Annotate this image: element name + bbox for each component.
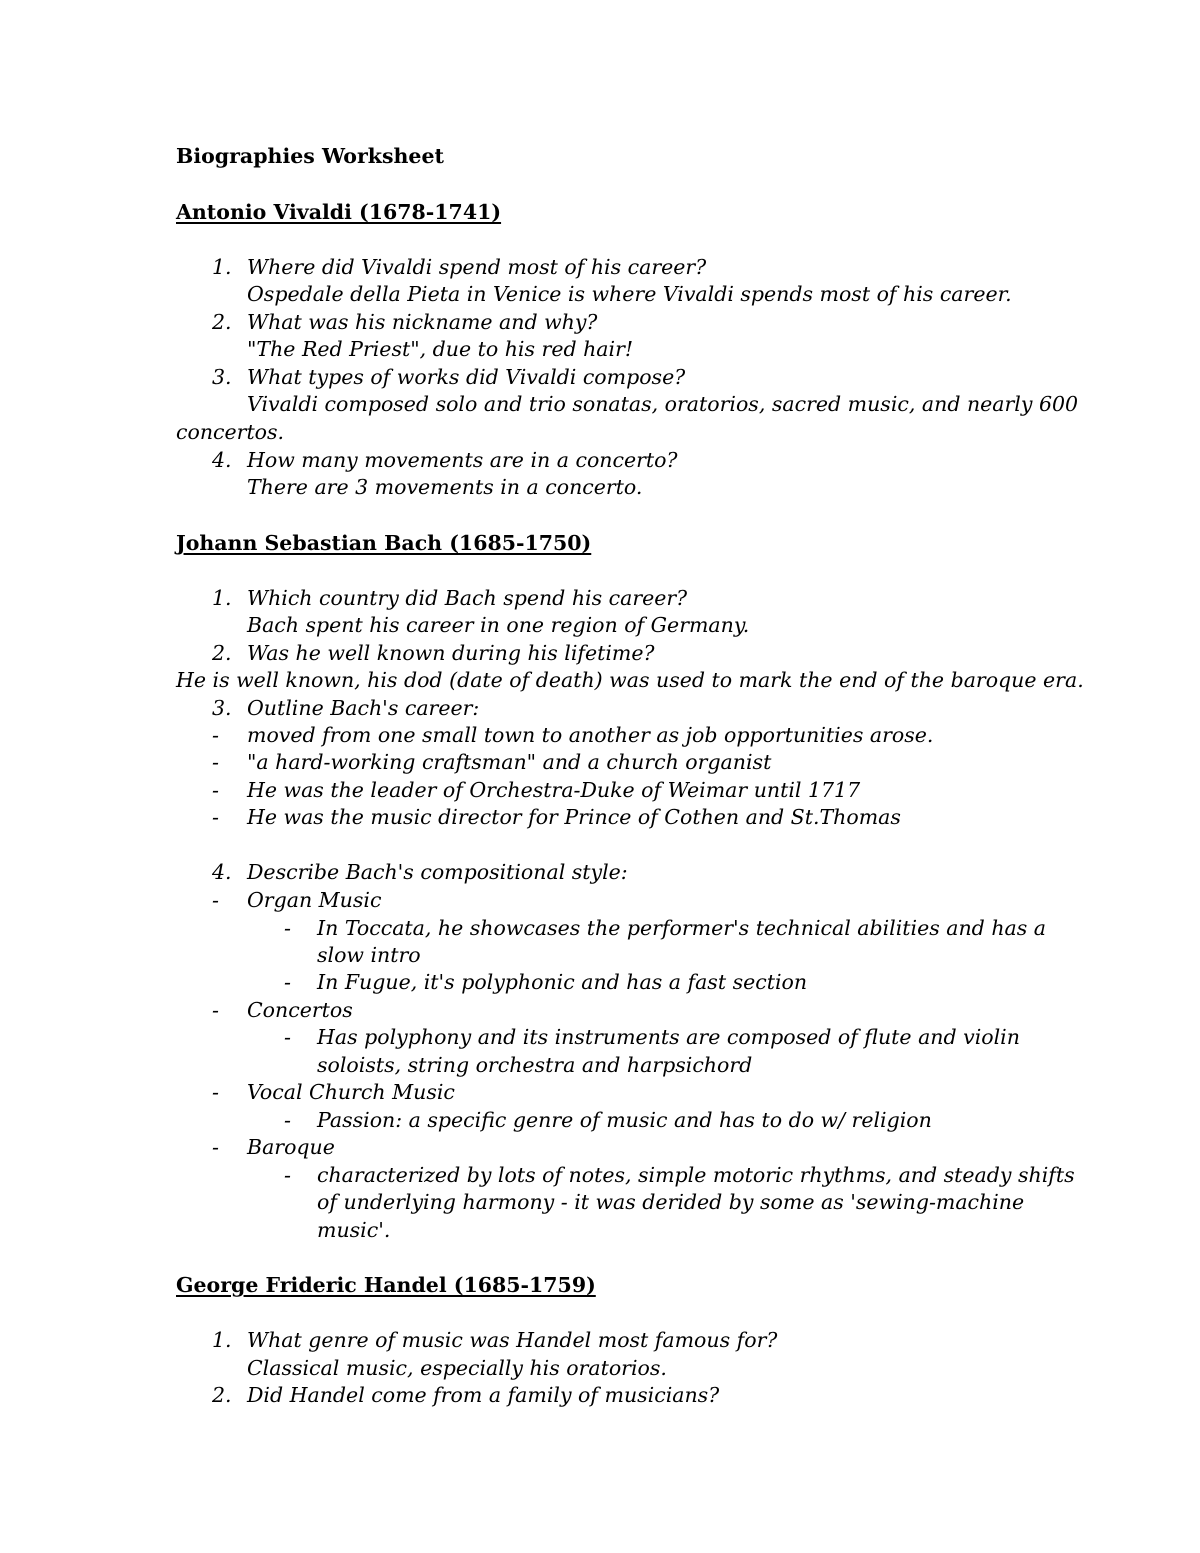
dash-bullet: -: [212, 998, 219, 1022]
list-item: He was the leader of Orchestra-Duke of Weimar until 1717: [247, 778, 861, 802]
list-number: 3.: [212, 696, 232, 720]
dash-bullet: -: [212, 750, 219, 774]
list-number: 2.: [212, 1383, 232, 1407]
dash-bullet: -: [284, 916, 291, 940]
question-text: What genre of music was Handel most famous for?: [247, 1328, 778, 1352]
list-item: "a hard-working craftsman" and a church organist: [247, 750, 772, 774]
section-heading-vivaldi: Antonio Vivaldi (1678-1741): [176, 200, 502, 224]
list-item: music'.: [317, 1218, 391, 1242]
list-item: Organ Music: [247, 888, 382, 912]
list-item: Baroque: [247, 1135, 335, 1159]
list-number: 1.: [212, 255, 232, 279]
list-item: characterized by lots of notes, simple motoric rhythms, and steady shifts: [317, 1163, 1075, 1187]
dash-bullet: -: [284, 1025, 291, 1049]
dash-bullet: -: [212, 1135, 219, 1159]
list-item: He was the music director for Prince of Cothen and St.Thomas: [247, 805, 901, 829]
answer-text: concertos.: [176, 420, 285, 444]
list-item: slow intro: [317, 943, 421, 967]
section-heading-bach: Johann Sebastian Bach (1685-1750): [176, 531, 592, 555]
list-number: 2.: [212, 641, 232, 665]
list-item: Has polyphony and its instruments are composed of flute and violin: [317, 1025, 1020, 1049]
answer-text: Classical music, especially his oratorios.: [247, 1356, 667, 1380]
page-title: Biographies Worksheet: [176, 144, 444, 168]
dash-bullet: -: [284, 1108, 291, 1132]
list-item: moved from one small town to another as job opportunities arose.: [247, 723, 934, 747]
list-number: 4.: [212, 860, 232, 884]
list-item: of underlying harmony - it was derided by some as 'sewing-machine: [317, 1190, 1025, 1214]
answer-text: "The Red Priest", due to his red hair!: [247, 337, 634, 361]
list-number: 1.: [212, 1328, 232, 1352]
question-text: Describe Bach's compositional style:: [247, 860, 628, 884]
answer-text: He is well known, his dod (date of death) was used to mark the end of the baroque era.: [176, 668, 1084, 692]
question-text: Was he well known during his lifetime?: [247, 641, 655, 665]
answer-text: Bach spent his career in one region of Germany.: [247, 613, 750, 637]
list-item: Vocal Church Music: [247, 1080, 455, 1104]
list-item: In Fugue, it's polyphonic and has a fast section: [317, 970, 808, 994]
question-text: What types of works did Vivaldi compose?: [247, 365, 686, 389]
question-text: What was his nickname and why?: [247, 310, 598, 334]
question-text: Did Handel come from a family of musicians?: [247, 1383, 720, 1407]
list-number: 1.: [212, 586, 232, 610]
list-item: soloists, string orchestra and harpsichord: [317, 1053, 753, 1077]
answer-text: Vivaldi composed solo and trio sonatas, oratorios, sacred music, and nearly 600: [247, 392, 1079, 416]
dash-bullet: -: [212, 778, 219, 802]
answer-text: Ospedale della Pieta in Venice is where Vivaldi spends most of his career.: [247, 282, 1012, 306]
dash-bullet: -: [212, 805, 219, 829]
list-number: 3.: [212, 365, 232, 389]
list-number: 4.: [212, 448, 232, 472]
answer-text: There are 3 movements in a concerto.: [247, 475, 643, 499]
dash-bullet: -: [284, 1163, 291, 1187]
question-text: Outline Bach's career:: [247, 696, 480, 720]
list-item: In Toccata, he showcases the performer's technical abilities and has a: [317, 916, 1047, 940]
question-text: Which country did Bach spend his career?: [247, 586, 688, 610]
question-text: Where did Vivaldi spend most of his career?: [247, 255, 707, 279]
section-heading-handel: George Frideric Handel (1685-1759): [176, 1273, 596, 1297]
dash-bullet: -: [284, 970, 291, 994]
dash-bullet: -: [212, 888, 219, 912]
dash-bullet: -: [212, 1080, 219, 1104]
list-item: Passion: a specific genre of music and has to do w/ religion: [317, 1108, 932, 1132]
question-text: How many movements are in a concerto?: [247, 448, 678, 472]
list-number: 2.: [212, 310, 232, 334]
dash-bullet: -: [212, 723, 219, 747]
list-item: Concertos: [247, 998, 353, 1022]
